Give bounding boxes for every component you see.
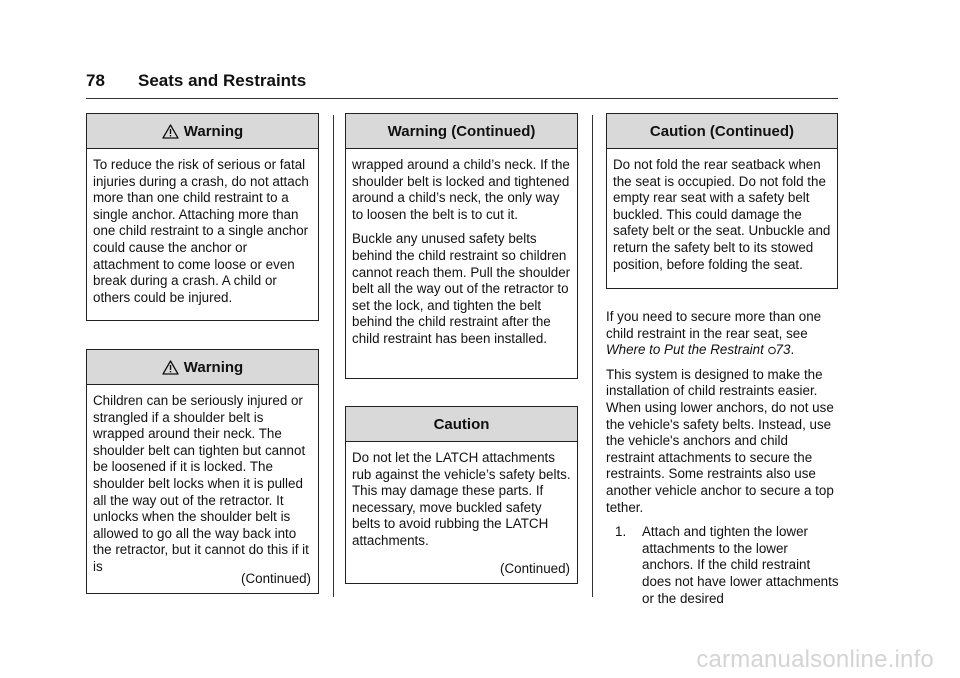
- caution-text: Do not let the LATCH attachments rub against the vehicle’s safety belts. This may damage these parts. If necessary, move buckled safety belts to avoid rubbing the LATCH attachments.: [352, 450, 571, 548]
- warning-triangle-icon: [162, 360, 179, 375]
- warning-continued-text-2: Buckle any unused safety belts behind the child restraint so children cannot reach them. Pull the shoulder belt all the way out of the retractor to set the lock, and tighten the belt behind the child restraint after the child restraint has been installed.: [352, 231, 571, 346]
- warning-box-2-title: Warning: [183, 358, 244, 376]
- paragraph-multiple-restraints: If you need to secure more than one child restraint in the rear seat, see Where to Put the Restraint 73.: [606, 309, 822, 358]
- continued-label: (Continued): [500, 561, 570, 576]
- section-title: Seats and Restraints: [138, 71, 307, 90]
- warning-box-2-header: [87, 350, 318, 385]
- caution-continued-box: [606, 113, 838, 289]
- warning-continued-text-1: wrapped around a child’s neck. If the shoulder belt is locked and tightened around a child’s neck, the only way to loosen the belt is to cut it.: [352, 157, 570, 222]
- warning-box-1-title: Warning: [183, 122, 244, 140]
- warning-box-2-text: Children can be seriously injured or strangled if a shoulder belt is wrapped around their neck. The shoulder belt can tighten but cannot be loosened if it is locked. The shoulder belt locks when it is pulled all the way out of the retractor. It unlocks when the shoulder belt is allowed to go all the way back into the retractor, but it cannot do this if it is: [93, 393, 309, 574]
- page-reference-icon: [768, 346, 776, 355]
- header-rule: [86, 98, 838, 99]
- cross-reference-link[interactable]: Where to Put the Restraint: [606, 342, 764, 358]
- warning-continued-box: [345, 113, 578, 379]
- column-divider-left: [333, 115, 334, 597]
- warning-box-1: [86, 113, 319, 321]
- continued-label: (Continued): [241, 571, 311, 586]
- list-item-number: 1.: [615, 524, 627, 540]
- body-text: [606, 309, 840, 607]
- list-item: [606, 524, 840, 607]
- column-divider-right: [592, 115, 593, 597]
- caution-continued-text: Do not fold the rear seatback when the seat is occupied. Do not fold the empty rear seat with a safety belt buckled. This could damage the safety belt or the seat. Unbuckle and return the safety belt to its stowed position, before folding the seat.: [613, 157, 831, 272]
- paragraph-text: If you need to secure more than one child restraint in the rear seat, see: [606, 309, 822, 341]
- paragraph-system-design: This system is designed to make the installation of child restraints easier. When using lower anchors, do not use the vehicle's safety belts. Instead, use the vehicle's anchors and child restraint attachments to secure the restraints. Some restraints also use another vehicle anchor to secure a top tether.: [606, 366, 834, 515]
- caution-header: Caution: [346, 407, 577, 442]
- caution-continued-header: Caution (Continued): [607, 114, 837, 149]
- caution-box: [345, 406, 578, 584]
- page-header: [86, 71, 306, 91]
- warning-box-2: [86, 349, 319, 594]
- list-item-text: Attach and tighten the lower attachments to the lower anchors. If the child restraint does not have lower attachments or the desired: [642, 524, 839, 606]
- warning-box-1-text: To reduce the risk of serious or fatal injuries during a crash, do not attach more than one child restraint to a single anchor. Attaching more than one child restraint to a single anchor could cause the anchor or attachment to come loose or even break during a crash. A child or others could be injured.: [93, 157, 309, 305]
- warning-box-1-header: [87, 114, 318, 149]
- watermark: carmanualsonline.info: [696, 646, 934, 673]
- warning-continued-header: Warning (Continued): [346, 114, 577, 149]
- warning-triangle-icon: [162, 124, 179, 139]
- page-number: 78: [86, 71, 105, 90]
- page-reference-number[interactable]: 73: [775, 342, 791, 358]
